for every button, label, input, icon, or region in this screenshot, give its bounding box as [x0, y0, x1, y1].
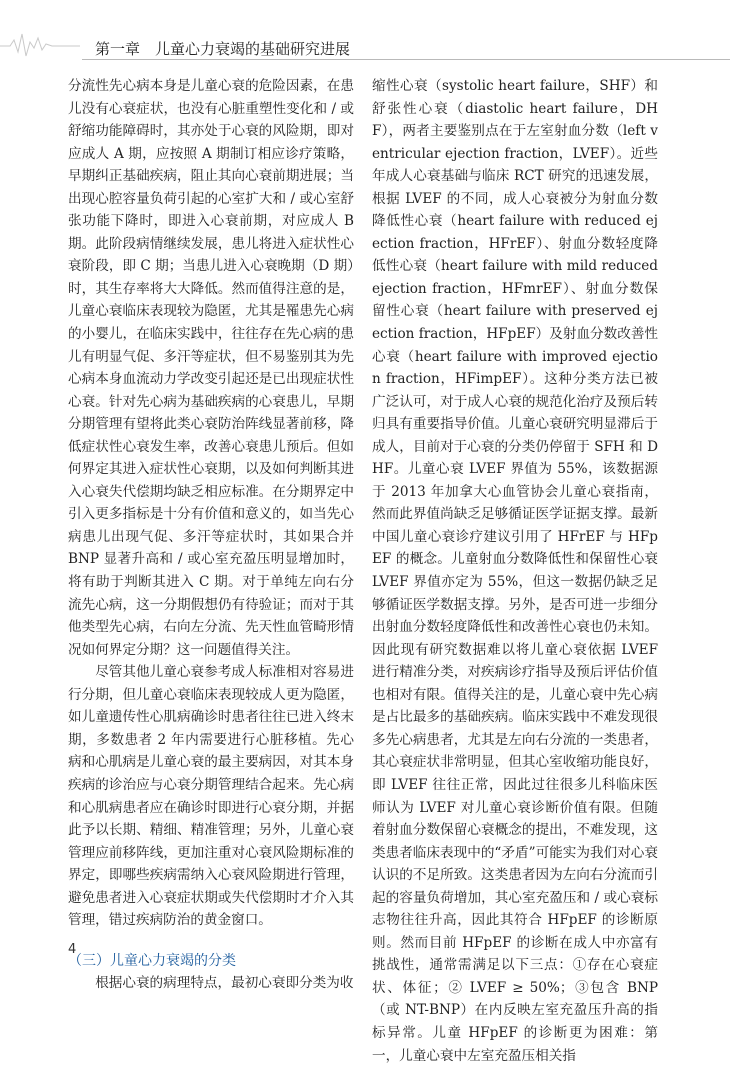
- heartbeat-pulse-icon: [0, 28, 80, 58]
- left-column: [68, 75, 354, 995]
- header-divider: [82, 59, 730, 60]
- section-heading: （三）儿童心力衰竭的分类: [68, 952, 236, 969]
- left-paragraph-2: 尽管其他儿童心衰参考成人标准相对容易进行分期，但儿童心衰临床表现较成人更为隐匿，如儿童遗传性心肌病确诊时患者往往已进入终末期，多数患者 2 年内需要进行心脏移植。先心病和心肌病是儿童心衰的最主要病因，对其本身疾病的诊治应与心衰分期管理结合起来。先心病和心肌病患者应在确诊时即进行心衰分期，并据此予以长期、精细、精准管理；另外，儿童心衰管理应前移阵线，更加注重对心衰风险期标准的界定，即哪些疾病需纳入心衰风险期进行管理，避免患者进入心衰症状期或失代偿期时才介入其管理，错过疾病防治的黄金窗口。: [68, 664, 354, 929]
- page-number: 4: [68, 942, 77, 957]
- right-paragraph-1: 缩性心衰（systolic heart failure，SHF）和舒张性心衰（diastolic heart failure，DHF），两者主要鉴别点在于左室射血分数（left ventricular ejection fraction，LVEF）。近些年成人心衰基础与临床 RCT 研究的迅速发展，根据 LVEF 的不同，成人心衰被分为射血分数降低性心衰（heart failure with reduced ejection fraction，HFrEF）、射血分数轻度降低性心衰（heart failure with mild reduced ejection fraction，HFmrEF）、射血分数保留性心衰（heart failure with preserved ejection fraction，HFpEF）及射血分数改善性心衰（heart failure with improved ejection fraction，HFimpEF）。这种分类方法已被广泛认可，对于成人心衰的规范化治疗及预后转归具有重要指导价值。儿童心衰研究明显滞后于成人，目前对于心衰的分类仍停留于 SFH 和 DHF。儿童心衰 LVEF 界值为 55%，该数据源于 2013 年加拿大心血管协会儿童心衰指南，然而此界值尚缺乏足够循证医学证据支撑。最新中国儿童心衰诊疗建议引用了 HFrEF 与 HFpEF 的概念。儿童射血分数降低性和保留性心衰 LVEF 界值亦定为 55%，但这一数据仍缺乏足够循证医学数据支撑。另外，是否可进一步细分出射血分数轻度降低性和改善性心衰也仍未知。因此现有研究数据难以将儿童心衰依据 LVEF 进行精准分类，对疾病诊疗指导及预后评估价值也相对有限。值得关注的是，儿童心衰中先心病是占比最多的基础疾病。临床实践中不难发现很多先心病患者，尤其是左向右分流的一类患者，其心衰症状非常明显，但其心室收缩功能良好，即 LVEF 往往正常，因此过往很多儿科临床医师认为 LVEF 对儿童心衰诊断价值有限。但随着射血分数保留心衰概念的提出，不难发现，这类患者临床表现中的“矛盾”可能实为我们对心衰认识的不足所致。这类患者因为左向右分流而引起的容量负荷增加，其心室充盈压和 / 或心衰标志物往往升高，因此其符合 HFpEF 的诊断原则。然而目前 HFpEF 的诊断在成人中亦富有挑战性，通常需满足以下三点：①存在心衰症状、体征；② LVEF ≥ 50%；③包含 BNP（或 NT-BNP）在内反映左室充盈压升高的指标异常。儿童 HFpEF 的诊断更为困难：第一，儿童心衰中左室充盈压相关指: [372, 78, 659, 1064]
- running-header: [0, 0, 730, 60]
- right-column: [372, 75, 658, 1067]
- chapter-title: 第一章 儿童心力衰竭的基础研究进展: [95, 40, 351, 58]
- left-paragraph-3: 根据心衰的病理特点，最初心衰即分类为收: [95, 975, 354, 992]
- left-paragraph-1: 分流性先心病本身是儿童心衰的危险因素，在患儿没有心衰症状，也没有心脏重塑性变化和 / 或舒缩功能障碍时，其亦处于心衰的风险期，即对应成人 A 期，应按照 A 期制订相应诊疗策略，早期纠正基础疾病，阻止其向心衰前期进展；当出现心腔容量负荷引起的心室扩大和 / 或心室舒张功能下降时，即进入心衰前期，对应成人 B 期。此阶段病情继续发展，患儿将进入症状性心衰阶段，即 C 期；当患儿进入心衰晚期（D 期）时，其生存率将大大降低。然而值得注意的是，儿童心衰临床表现较为隐匿，尤其是罹患先心病的小婴儿，在临床实践中，往往存在先心病的患儿有明显气促、多汗等症状，但不易鉴别其为先心病本身血流动力学改变引起还是已出现症状性心衰。针对先心病为基础疾病的心衰患儿，早期分期管理有望将此类心衰防治阵线显著前移，降低症状性心衰发生率，改善心衰患儿预后。但如何界定其进入症状性心衰期，以及如何判断其进入心衰失代偿期均缺乏相应标准。在分期界定中引入更多指标是十分有价值和意义的，如当先心病患儿出现气促、多汗等症状时，其如果合并 BNP 显著升高和 / 或心室充盈压明显增加时，将有助于判断其进入 C 期。对于单纯左向右分流先心病，这一分期假想仍有待验证；而对于其他类型先心病，右向左分流、先天性血管畸形情况如何界定分期？这一问题值得关注。: [68, 78, 354, 658]
